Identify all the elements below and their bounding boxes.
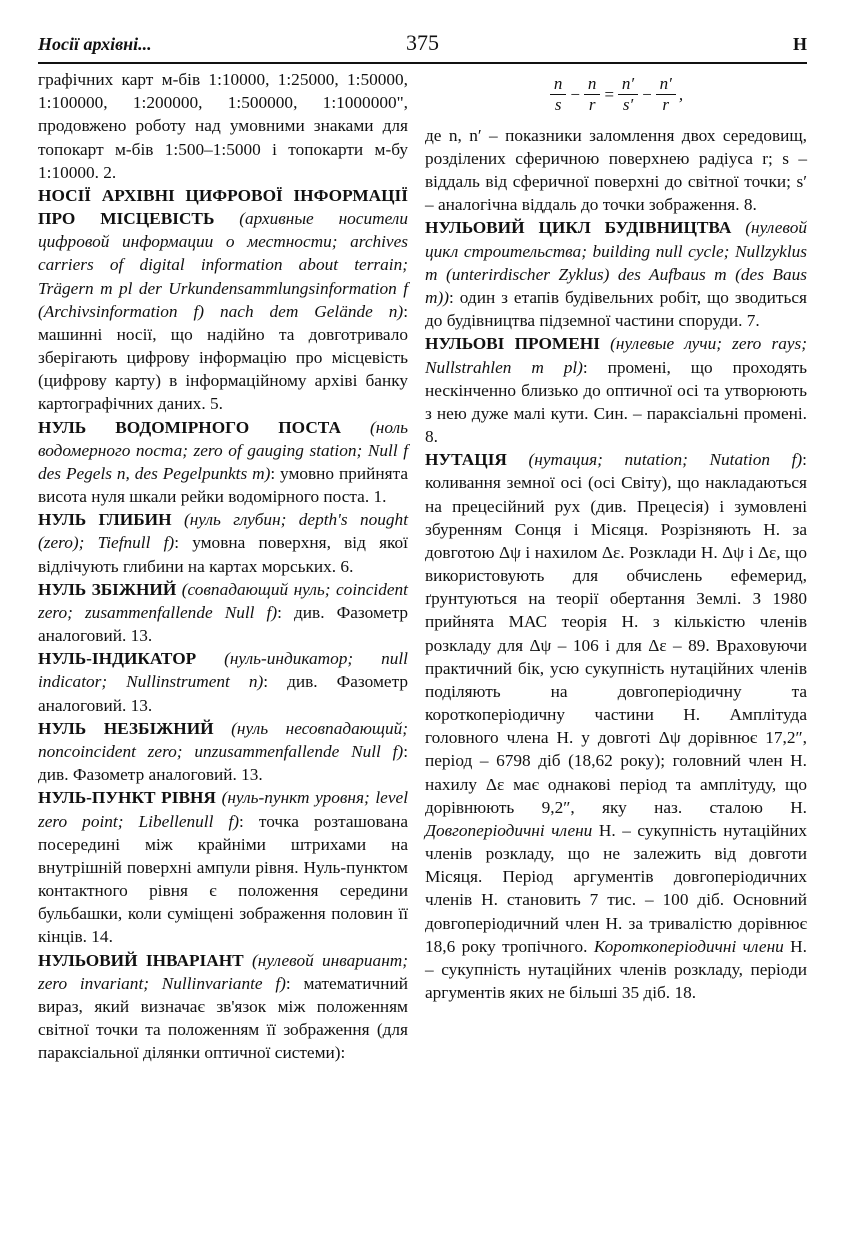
entry-nul-nezbizhnyi [38,717,408,787]
entry-term: НУЛЬОВІ ПРОМЕНІ [425,334,600,354]
entry-translations: (нуль несовпадающий; noncoincident zero; unzusammenfallende Null f) [38,718,408,761]
formula-comma: , [678,84,684,104]
right-column [425,68,807,1004]
fraction [584,74,601,116]
entry-translations: (нулевые лучи; zero rays; Nullstrahlen m pl) [425,334,807,377]
denominator: s′ [622,95,634,115]
entry-term: НУЛЬ ГЛИБИН [38,510,172,530]
entry-term: НУТАЦІЯ [425,450,507,470]
entry-translations: (нулевой цикл строительства; building null cycle; Nullzyklus m (unterirdischer Zyklus) des Aufbaus m (des Baus m)) [425,218,807,307]
entry-translations: (нутация; nutation; Nutation f) [528,450,803,470]
continued-paragraph: графічних карт м-бів 1:10000, 1:25000, 1:50000, 1:100000, 1:200000, 1:500000, 1:1000000", продовжено роботу над умовними знаками для топокарт м-бів 1:500–1:5000 і топокарти м-бу 1:10000. 2. [38,70,408,182]
fraction [550,74,567,116]
denominator: r [662,95,670,115]
entry-nulovyi-tsykl [425,216,807,332]
entry-term: НУЛЬ НЕЗБІЖНИЙ [38,718,214,738]
entry-nul-zbizhnyi [38,578,408,648]
entry-translations: (нуль глубин; depth's nought (zero); Tiefnull f) [38,510,408,553]
entry-definition: : машинні носії, що надійно та довготривало зберігають цифрову інформацію про місцевість (цифрову карту) в інформаційному архіві банку картографічних даних. 5. [38,301,408,414]
entry-translations: (нуль-пункт уровня; level zero point; Libellenull f) [38,788,408,831]
entry-nul-hlybyn [38,508,408,578]
entry-definition: : див. Фазометр аналоговий. 13. [38,672,408,715]
entry-definition: : умовно прийнята висота нуля шкали рейки водомірного поста. 1. [38,463,408,507]
entry-translations: (совпадающий нуль; coincident zero; zusammenfallende Null f) [38,579,408,622]
entry-translations: (архивные носители цифровой информации о местности; archives carriers of digital information about terrain; Trägern m pl der Urkundensammlungsinformation f (Archivsinformation f) nach dem Gelände n) [38,209,408,321]
running-header [38,28,807,62]
entry-nulovyi-invariant [38,949,408,1065]
entry-definition: : промені, що проходять нескінченно близько до оптичної осі та утворюють з нею дуже малі кути. Син. – параксіальні промені. 8. [425,357,807,447]
equals-sign: = [603,84,615,104]
entry-term: НУЛЬ-ПУНКТ РІВНЯ [38,788,216,808]
fraction [656,74,676,116]
zero-invariant-formula [425,74,807,116]
denominator: s [554,95,562,115]
denominator: r [588,95,596,115]
entry-term: НОСІЇ АРХІВНІ ЦИФРОВОЇ ІНФОРМАЦІЇ ПРО МІСЦЕВІСТЬ [38,185,408,229]
entry-translations: (ноль водомерного поста; zero of gauging station; Null f des Pegels n, des Pegelpunkts m) [38,417,408,483]
italic-subterm: Довгоперіодичні члени [425,820,593,840]
entry-nul-vodomirnoho-posta [38,416,408,509]
entry-term: НУЛЬОВИЙ ІНВАРІАНТ [38,950,244,970]
entry-definition: : точка розташована посередині між крайніми штрихами на внутрішній поверхні ампули рівня. Нуль-пунктом контактного рівня є положення середини бульбашки, коли суміщені зображення половин її кінців. 14. [38,811,409,947]
entry-definition: : коливання земної осі (осі Світу), що накладаються на прецесійний рух (див. Прецесія) і зумовлені збуренням Сонця і Місяця. Розрізняють Н. за довготою Δψ і нахилом Δε. Розклади Н. Δψ і Δε, що використовують для обчислень ефемерид, ґрунтуються на теорії обертання Землі. З 1980 прийнята МАС теорія Н. з кількістю членів розкладу для Δψ – 106 і для Δε – 89. Враховуючи практичний бік, усю сукупність нутаційних членів поділяють на довгоперіодичну та короткоперіодичну частини Н. Амплітуда головного члена Н. у довготі Δψ дорівнює 17,2″, період – 6798 діб (18,62 року); головний член Н. нахилу Δε має однакові період та амплітуду, що дорівнюють 9,2″, яку наз. сталою Н. [425,450,807,817]
entry-nulovi-promeni [425,332,807,448]
entry-term: НУЛЬ ЗБІЖНИЙ [38,579,177,599]
minus-sign: − [569,84,581,104]
header-rule [38,62,807,64]
numerator: n′ [618,74,638,95]
entry-term: НУЛЬОВИЙ ЦИКЛ БУДІВНИЦТВА [425,218,732,238]
entry-definition: Н. – сукупність нутаційних членів розкладу, що не залежить від довготи Місяця. Період аргументів довгоперіодичних членів Н. становить 7 тис. – 100 діб. Основний довгоперіодичний член Н. за тривалістю дорівнює 18,6 року тропічного. [425,820,807,956]
minus-sign: − [641,84,653,104]
entry-translations: (нуль-индикатор; null indicator; Nullinstrument n) [38,649,408,692]
entry-nul-indykator [38,647,408,717]
entry-definition: Н. – сукупність нутаційних членів розкладу, періоди аргументів яких не більші 35 діб. 18. [425,936,807,1003]
left-column [38,68,408,1064]
entry-term: НУЛЬ ВОДОМІРНОГО ПОСТА [38,417,341,437]
entry-definition: : див. Фазометр аналоговий. 13. [38,741,408,785]
italic-subterm: Короткоперіодичні члени [593,936,784,956]
entry-nosii-arkhivni [38,184,408,416]
header-section-letter: Н [792,34,807,54]
entry-definition: : математичний вираз, який визначає зв'язок між положенням світної точки та положенням її зображення (для параксіальної ділянки оптичної системи): [38,973,408,1063]
numerator: n [584,74,601,95]
entry-definition: : див. Фазометр аналоговий. 13. [38,602,408,646]
numerator: n′ [656,74,676,95]
entry-nutatsiia [425,448,807,1004]
page-number: 375 [406,30,439,55]
header-guide-word: Носії архівні... [38,34,152,54]
entry-translations: (нулевой инвариант; zero invariant; Nullinvariante f) [38,950,408,993]
fraction [618,74,638,116]
entry-term: НУЛЬ-ІНДИКАТОР [38,649,197,669]
numerator: n [550,74,567,95]
entry-nul-punkt-rivnia [38,786,408,948]
entry-definition: : один з етапів будівельних робіт, що зводиться до будівництва підземної частини споруди. 7. [425,287,807,331]
entry-definition: : умовна поверхня, від якої відлічують глибини на картах морських. 6. [38,533,408,576]
formula-explanation: де n, n′ – показники заломлення двох середовищ, розділених сферичною поверхнею радіуса r; s – віддаль від сферичної поверхні до світної точки; s′ – аналогічна віддаль до точки зображення. 8. [425,125,807,215]
